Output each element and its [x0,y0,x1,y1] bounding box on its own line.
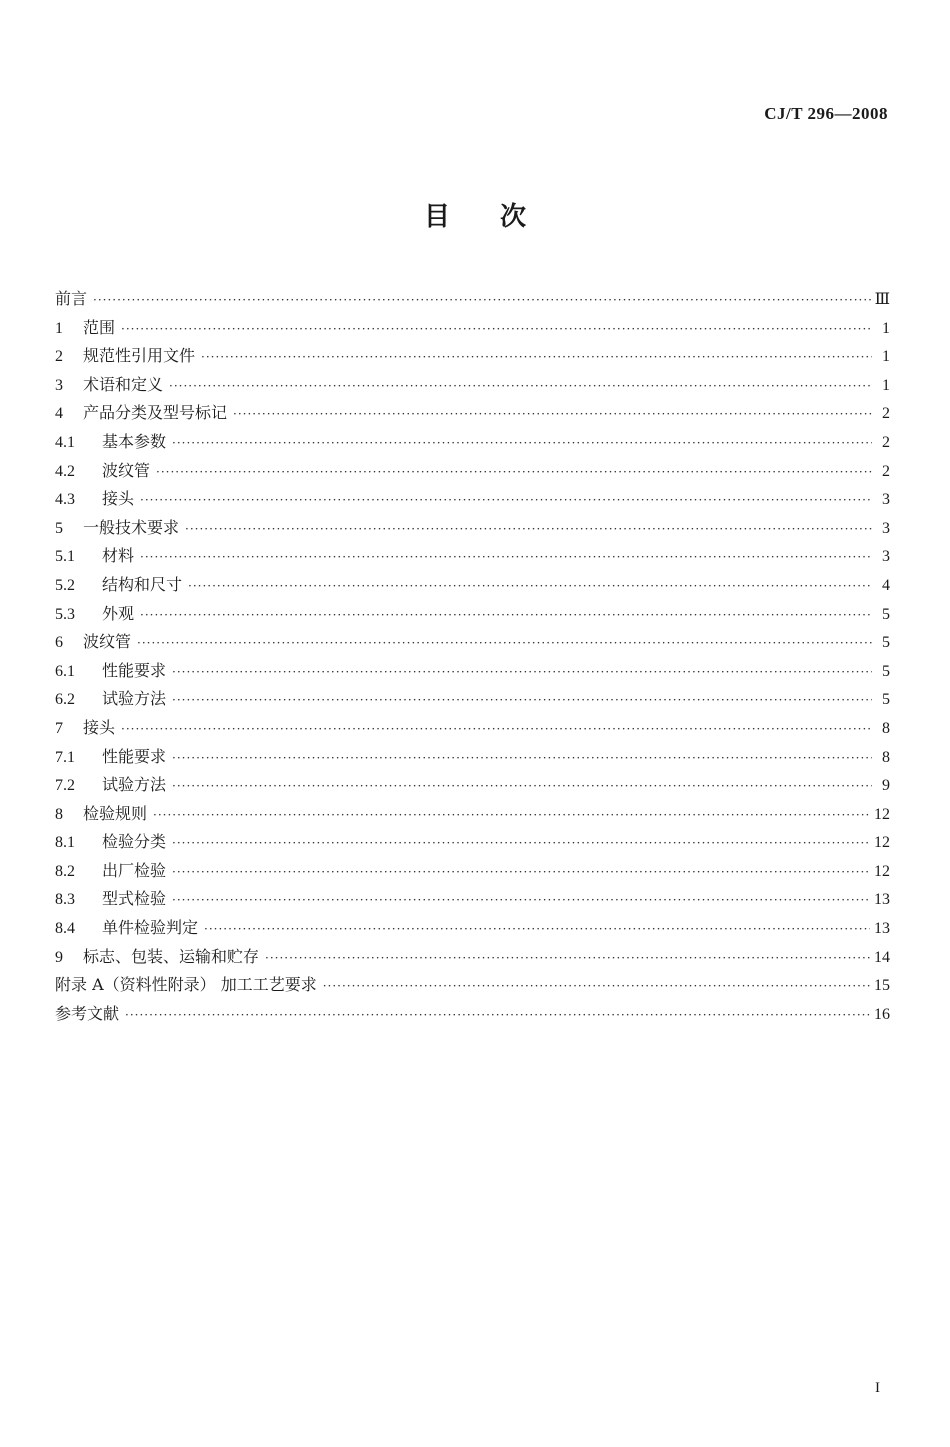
toc-entry-page: 1 [882,376,890,394]
toc-dot-leader [172,744,872,773]
toc-dot-leader [172,829,870,858]
toc-entry-page: 15 [874,977,890,995]
toc-entry-number: 7.2 [55,777,75,795]
toc-entry-number: 5 [55,519,63,537]
toc-entry-page: Ⅲ [874,291,890,308]
toc-entry[interactable] [55,828,890,857]
toc-entry-number: 6.2 [55,691,75,709]
toc-entry[interactable] [55,771,890,800]
toc-entry-label: 接头 [102,489,135,509]
toc-entry[interactable] [55,542,890,571]
toc-entry-number: 7.1 [55,748,75,766]
toc-entry-page: 5 [882,634,890,652]
toc-entry[interactable] [55,628,890,657]
toc-entry-number: 9 [55,948,63,966]
toc-entry-page: 3 [882,548,890,566]
toc-entry-page: 5 [882,691,890,709]
toc-entry[interactable] [55,714,890,743]
toc-dot-leader [169,372,872,401]
toc-entry-number: 8.1 [55,834,75,852]
toc-entry-page: 2 [882,433,890,451]
toc-dot-leader [172,886,870,915]
toc-entry-page: 8 [882,748,890,766]
toc-entry-label: 试验方法 [102,689,167,709]
toc-entry-page: 13 [874,920,890,938]
toc-entry-number: 8.4 [55,920,75,938]
toc-entry[interactable] [55,371,890,400]
toc-entry-number: 6.1 [55,662,75,680]
toc-entry-number: 8.2 [55,862,75,880]
toc-entry-label: 检验规则 [83,803,148,823]
page-title: 目次 [423,202,576,232]
toc-entry-label: 性能要求 [102,746,167,766]
toc-entry-number: 8.3 [55,891,75,909]
toc-entry-label: 前言 [55,289,88,308]
toc-entry-number: 4.3 [55,491,75,509]
toc-entry-page: 12 [874,834,890,852]
toc-entry-page: 16 [874,1005,890,1023]
toc-entry[interactable] [55,399,890,428]
toc-entry-page: 2 [882,462,890,480]
toc-entry-label: 波纹管 [83,632,132,652]
toc-entry-page: 3 [882,519,890,537]
toc-entry[interactable] [55,428,890,457]
toc-entry-page: 13 [874,891,890,909]
toc-dot-leader [156,458,872,487]
toc-entry-page: 8 [882,719,890,737]
toc-dot-leader [121,315,872,344]
toc-entry[interactable] [55,1000,890,1029]
toc-entry-label: 附录 A（资料性附录） 加工工艺要求 [55,975,317,995]
toc-entry[interactable] [55,314,890,343]
toc-dot-leader [140,543,872,572]
toc-entry-label: 结构和尺寸 [102,574,183,594]
toc-dot-leader [140,486,872,515]
toc-entry[interactable] [55,943,890,972]
toc-entry[interactable] [55,743,890,772]
toc-entry-number: 4.2 [55,462,75,480]
table-of-contents [55,285,890,1028]
toc-entry-number: 5.1 [55,548,75,566]
toc-dot-leader [172,658,872,687]
toc-entry-label: 波纹管 [102,460,151,480]
standard-code: CJ/T 296—2008 [764,104,888,123]
toc-entry-label: 规范性引用文件 [83,346,196,366]
toc-dot-leader [185,515,872,544]
toc-entry-number: 5.2 [55,576,75,594]
toc-dot-leader [93,286,871,315]
toc-entry[interactable] [55,571,890,600]
toc-entry-page: 1 [882,348,890,366]
toc-dot-leader [188,572,872,601]
toc-entry-label: 范围 [83,317,116,337]
toc-entry[interactable] [55,971,890,1000]
toc-entry[interactable] [55,885,890,914]
toc-entry-number: 7 [55,719,63,737]
toc-entry-number: 1 [55,319,63,337]
toc-entry[interactable] [55,457,890,486]
toc-entry-number: 4 [55,405,63,423]
toc-entry-number: 2 [55,348,63,366]
toc-entry[interactable] [55,685,890,714]
toc-entry-page: 5 [882,662,890,680]
toc-dot-leader [121,715,872,744]
toc-entry-page: 3 [882,491,890,509]
toc-dot-leader [204,915,870,944]
toc-entry-page: 9 [882,777,890,795]
toc-entry[interactable] [55,285,890,314]
toc-dot-leader [265,944,870,973]
toc-entry-label: 一般技术要求 [83,517,180,537]
toc-entry-label: 产品分类及型号标记 [83,403,228,423]
toc-entry[interactable] [55,342,890,371]
toc-entry[interactable] [55,514,890,543]
toc-entry-label: 试验方法 [102,775,167,795]
toc-entry-label: 单件检验判定 [102,918,199,938]
page-number: I [875,1380,880,1396]
toc-entry[interactable] [55,600,890,629]
toc-entry-page: 12 [874,862,890,880]
toc-dot-leader [137,629,872,658]
toc-entry-page: 5 [882,605,890,623]
toc-entry-label: 参考文献 [55,1003,120,1023]
toc-dot-leader [201,343,872,372]
toc-dot-leader [323,972,870,1001]
toc-entry-page: 1 [882,319,890,337]
toc-entry-page: 12 [874,805,890,823]
toc-entry-number: 3 [55,376,63,394]
toc-entry-number: 5.3 [55,605,75,623]
toc-entry[interactable] [55,657,890,686]
toc-entry[interactable] [55,857,890,886]
toc-dot-leader [233,400,872,429]
toc-entry[interactable] [55,914,890,943]
toc-entry[interactable] [55,485,890,514]
toc-entry-label: 材料 [102,546,135,566]
toc-entry-page: 2 [882,405,890,423]
toc-entry-label: 术语和定义 [83,374,164,394]
toc-entry-label: 出厂检验 [102,860,167,880]
toc-dot-leader [125,1001,870,1030]
toc-entry-label: 接头 [83,717,116,737]
toc-entry[interactable] [55,800,890,829]
toc-dot-leader [172,429,872,458]
toc-dot-leader [140,601,872,630]
toc-dot-leader [153,801,870,830]
toc-entry-page: 14 [874,948,890,966]
toc-dot-leader [172,858,870,887]
toc-dot-leader [172,686,872,715]
toc-entry-label: 性能要求 [102,660,167,680]
toc-entry-label: 基本参数 [102,431,167,451]
toc-entry-page: 4 [882,576,890,594]
toc-entry-label: 型式检验 [102,889,167,909]
toc-entry-label: 检验分类 [102,832,167,852]
toc-entry-label: 标志、包装、运输和贮存 [83,946,260,966]
toc-entry-number: 4.1 [55,433,75,451]
toc-dot-leader [172,772,872,801]
toc-entry-number: 8 [55,805,63,823]
toc-entry-label: 外观 [102,603,135,623]
toc-entry-number: 6 [55,634,63,652]
